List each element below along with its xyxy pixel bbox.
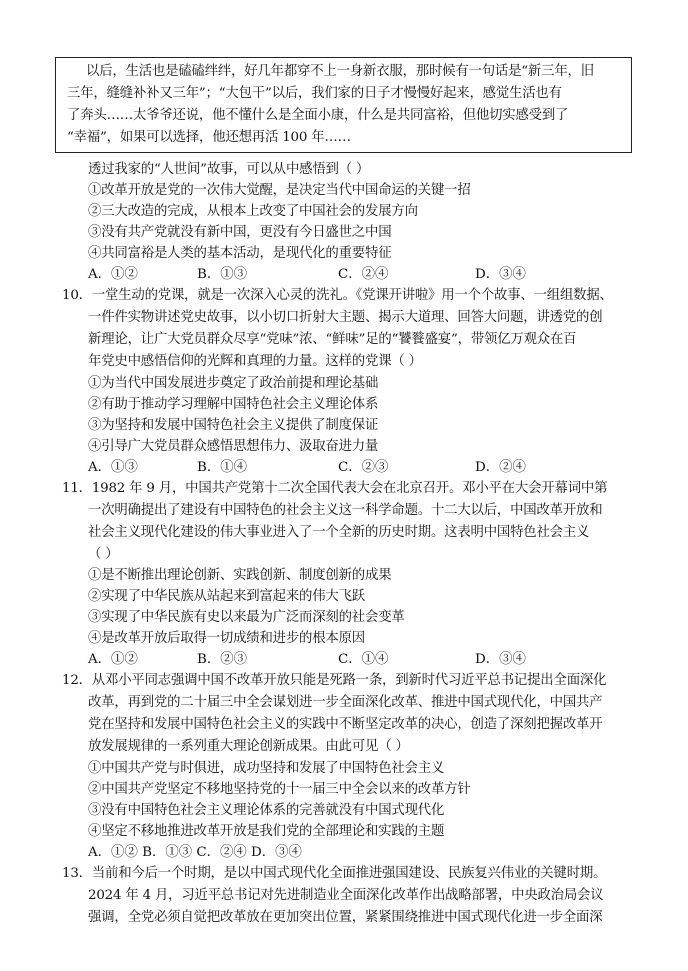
q9-item: ④共同富裕是人类的基本活动，是现代化的重要特征	[88, 246, 392, 261]
q9-item: ③没有共产党就没有新中国，更没有今日盛世之中国	[88, 225, 392, 240]
q9-stem: 透过我家的“人世间”故事，可以从中感悟到（ ）	[88, 162, 370, 177]
q9-option-d: D．③④	[475, 267, 526, 282]
q11-stem-line: 11．1982 年 9 月，中国共产党第十二次全国代表大会在北京召开。邓小平在大会开幕词中第	[62, 481, 608, 496]
q11-item: ①是不断推出理论创新、实践创新、制度创新的成果	[88, 568, 392, 583]
q12-options: A．①② B．①③ C．②④ D．③④	[88, 845, 302, 860]
q11-stem-line: 一次明确提出了建设有中国特色的社会主义这一科学命题。十二大以后，中国改革开放和	[88, 503, 603, 518]
q9-option-a: A．①②	[88, 267, 138, 282]
q13-stem-line: 强调，全党必须自觉把改革放在更加突出位置，紧紧围绕推进中国式现代化进一步全面深	[88, 910, 603, 925]
passage-line: 三年，缝缝补补又三年”；“大包干”以后，我们家的日子才慢慢好起来，感觉生活也有	[67, 86, 562, 101]
q13-stem-line: 2024 年 4 月，习近平总书记对先进制造业全面深化改革作出战略部署，中央政治局会议	[88, 888, 604, 903]
q9-option-c: C．②④	[338, 267, 389, 282]
q11-option-c: C．①④	[338, 652, 389, 667]
q10-item: ④引导广大党员群众感悟思想伟力、汲取奋进力量	[88, 439, 379, 454]
q12-stem-line: 党在坚持和发展中国特色社会主义的实践中不断坚定改革的决心，创造了深刻把握改革开	[88, 717, 603, 732]
passage-line: “幸福”，如果可以选择，他还想再活 100 年……	[67, 130, 351, 145]
q10-option-c: C．②③	[338, 460, 389, 475]
q11-item: ③实现了中华民族有史以来最为广泛而深刻的社会变革	[88, 610, 405, 625]
q10-item: ②有助于推动学习理解中国特色社会主义理论体系	[88, 397, 379, 412]
q10-stem-line: 年党史中感悟信仰的光辉和真理的力量。这样的党课（ ）	[88, 354, 422, 369]
q11-option-b: B．②③	[197, 652, 248, 667]
q12-stem-line: 12．从邓小平同志强调中国不改革开放只能是死路一条，到新时代习近平总书记提出全面深化	[62, 673, 607, 688]
q13-stem-line: 13．当前和今后一个时期，是以中国式现代化全面推进强国建设、民族复兴伟业的关键时期。	[62, 866, 607, 881]
q10-option-a: A．①③	[88, 460, 138, 475]
q10-stem-line: 10．一堂生动的党课，就是一次深入心灵的洗礼。《党课开讲啦》用一个个故事、一组组数据、	[62, 288, 613, 303]
q12-item: ②中国共产党坚定不移地坚持党的十一届三中全会以来的改革方针	[88, 782, 471, 797]
q9-item: ②三大改造的完成，从根本上改变了中国社会的发展方向	[88, 204, 418, 219]
q12-item: ①中国共产党与时俱进，成功坚持和发展了中国特色社会主义	[88, 761, 445, 776]
q11-option-a: A．①②	[88, 652, 138, 667]
passage-line: 以后，生活也是磕磕绊绊，好几年都穿不上一身新衣服，那时候有一句话是“新三年，旧	[86, 64, 594, 79]
q11-option-d: D．③④	[475, 652, 526, 667]
q10-option-b: B．①④	[197, 460, 248, 475]
q9-option-b: B．①③	[197, 267, 248, 282]
q9-item: ①改革开放是党的一次伟大觉醒，是决定当代中国命运的关键一招	[88, 183, 471, 198]
q11-stem-line: 社会主义现代化建设的伟大事业进入了一个全新的历史时期。这表明中国特色社会主义	[88, 525, 590, 540]
q12-stem-line: 改革，再到党的二十届三中全会谋划进一步全面深化改革、推进中国式现代化，中国共产	[88, 695, 603, 710]
q12-item: ④坚定不移地推进改革开放是我们党的全部理论和实践的主题	[88, 824, 445, 839]
q11-item: ②实现了中华民族从站起来到富起来的伟大飞跃	[88, 589, 366, 604]
passage-box	[55, 57, 632, 153]
q10-stem-line: 新理论，让广大党员群众尽享“党味”浓、“鲜味”足的“饕餮盛宴”，带领亿万观众在百	[88, 332, 577, 347]
q11-stem-line: （ ）	[88, 547, 119, 562]
q12-item: ③没有中国特色社会主义理论体系的完善就没有中国式现代化	[88, 803, 445, 818]
q12-stem-line: 放发展规律的一系列重大理论创新成果。由此可见（ ）	[88, 739, 409, 754]
q10-item: ①为当代中国发展进步奠定了政治前提和理论基础	[88, 376, 379, 391]
q10-option-d: D．②④	[475, 460, 526, 475]
q11-item: ④是改革开放后取得一切成绩和进步的根本原因	[88, 631, 366, 646]
passage-line: 了奔头……太爷爷还说，他不懂什么是全面小康，什么是共同富裕，但他切实感受到了	[67, 108, 569, 123]
q10-item: ③为坚持和发展中国特色社会主义提供了制度保证	[88, 418, 379, 433]
q10-stem-line: 一件件实物讲述党史故事，以小切口折射大主题、揭示大道理、回答大问题，讲透党的创	[88, 310, 603, 325]
